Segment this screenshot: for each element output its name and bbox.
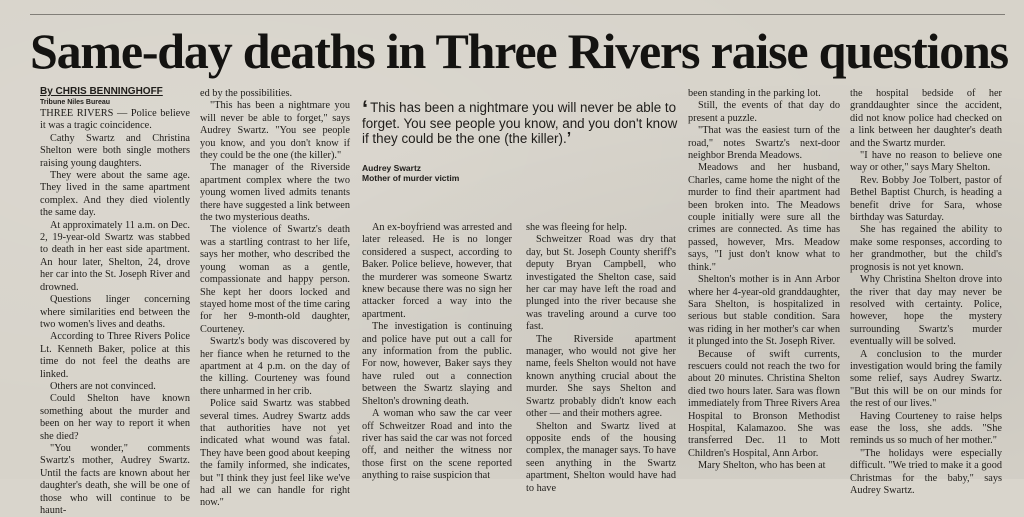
pull-quote-name: Audrey Swartz <box>362 162 422 173</box>
paragraph: Still, the events of that day do present a puzzle. <box>688 100 840 124</box>
paragraph: "That was the easiest turn of the road," notes Swartz's next-door neighbor Brenda Meadows. <box>688 125 840 162</box>
paragraph: Questions linger concerning where similarities end between the two women's lives and deaths. <box>40 294 190 330</box>
pull-quote-text-block <box>362 96 678 148</box>
paragraph: ed by the possibilities. <box>200 88 293 99</box>
headline: Same-day deaths in Three Rivers raise questions <box>30 23 1008 79</box>
paragraph: Because of swift currents, rescuers could not reach the two for about 20 minutes. Christina Shelton died two hours later. Sara was flown immediately from Three Rivers Area Hospital to Bronson Methodist Hospital, Kalamazoo. She was transferred Dec. 11 to Mott Children's Hospital, Ann Arbor. <box>688 348 840 459</box>
paragraph: she was fleeing for help. <box>526 222 627 233</box>
paragraph: "You wonder," comments Swartz's mother, Audrey Swartz. Until the facts are known about her daughter's death, she will be one of those who will continue to be haunt- <box>40 442 190 516</box>
byline-author: By CHRIS BENNINGHOFF <box>40 86 163 97</box>
paragraph: "I have no reason to believe one way or other," says Mary Shelton. <box>850 150 1002 174</box>
paragraph: The violence of Swartz's death was a startling contrast to her life, says her mother, who described the young woman as a gentle, compassionate and happy person. She kept her doors locked and stayed home most of the time caring for her 9-month-old daughter, Courteney. <box>200 224 350 335</box>
paragraph: "The holidays were especially difficult. "We tried to make it a good Christmas for the baby," says Audrey Swartz. <box>850 447 1002 496</box>
paragraph: Cathy Swartz and Christina Shelton were both single mothers raising young daughters. <box>40 132 190 169</box>
paragraph: Having Courteney to raise helps ease the loss, she adds. "She reminds us so much of her mother." <box>850 410 1002 447</box>
paragraph: The investigation is continuing and police have put out a call for any information from the public. For now, however, Baker says they have ruled out a connection between the Swartz slaying and Shelton's drowning death. <box>362 321 512 407</box>
top-rule <box>30 14 1005 15</box>
paragraph: Could Shelton have known something about the murder and been on her way to report it when she died? <box>40 393 190 442</box>
article-column-6 <box>850 88 1002 496</box>
close-quote-mark: ’ <box>566 130 572 148</box>
paragraph: She has regained the ability to make some responses, according to her grandmother, but the child's prognosis is not yet known. <box>850 224 1002 273</box>
paragraph: A conclusion to the murder investigation would bring the family some relief, says Audrey Swartz. "But this will be on our minds for the rest of our lives." <box>850 348 1002 410</box>
pull-quote-role: Mother of murder victim <box>362 172 460 183</box>
paragraph: The manager of the Riverside apartment complex where the two young women lived admits tenants there have suggested a link between the two mysterious deaths. <box>200 162 350 224</box>
article-column-2 <box>200 88 350 509</box>
paragraph: Others are not convinced. <box>50 380 156 392</box>
paragraph: Rev. Bobby Joe Tolbert, pastor of Bethel Baptist Church, is heading a benefit drive for Sara, whose birthday was Saturday. <box>850 174 1002 224</box>
paragraph: THREE RIVERS — Police believe it was a tragic coincidence. <box>40 108 190 132</box>
open-quote-mark: ‘ <box>362 96 369 121</box>
pull-quote <box>362 96 678 183</box>
article-column-1 <box>40 108 190 516</box>
article-column-4 <box>526 222 676 494</box>
byline <box>40 86 190 107</box>
paragraph: Schweitzer Road was dry that day, but St. Joseph County sheriff's deputy Bryan Campbell, who investigated the Shelton case, said her car may have left the road and plunged into the river because she was traveling around a curve too fast. <box>526 234 676 333</box>
byline-bureau: Tribune Niles Bureau <box>40 99 111 106</box>
paragraph: "This has been a nightmare you will never be able to forget," says Audrey Swartz. "You see people you know, and you don't know if they could be the one (the killer)." <box>200 100 350 162</box>
paragraph: Police said Swartz was stabbed several times. Audrey Swartz adds that authorities have not yet indicated what wound was fatal. They have been good about keeping the family informed, she indicates, but "I think they just feel like we've had all we can handle for right now." <box>200 398 350 509</box>
paragraph: the hospital bedside of her granddaughter since the accident, did not know police had checked on a link between her daughter's death and the Swartz murder. <box>850 88 1002 149</box>
paragraph: A woman who saw the car veer off Schweitzer Road and into the river has said the car was not forced off, and neither the witness nor those first on the scene reported anything to raise suspicion that <box>362 408 512 482</box>
paragraph: Shelton's mother is in Ann Arbor where her 4-year-old granddaughter, Sara Shelton, is hospitalized in serious but stable condition. Sara was riding in her mother's car when it plunged into the St. Joseph River. <box>688 274 840 348</box>
paragraph: Meadows and her husband, Charles, came home the night of the murder to find their apartment had been broken into. The Meadows couple initially were sure all the crimes are connected. As time has passed, however, Mrs. Meadow says, "I just don't know what to think." <box>688 162 840 273</box>
paragraph: Mary Shelton, who has been at <box>698 460 826 472</box>
paragraph: An ex-boyfriend was arrested and later released. He is no longer considered a suspect, according to Baker. Police believe, however, that the murderer was someone Swartz knew because there was no sign her attacker forced a way into the apartment. <box>362 222 512 320</box>
paragraph: At approximately 11 a.m. on Dec. 2, 19-year-old Swartz was stabbed to death in her east side apartment. An hour later, Shelton, 24, drove her car into the St. Joseph River and drowned. <box>40 219 190 293</box>
paragraph: Swartz's body was discovered by her fiance when he returned to the apartment at 4 p.m. on the day of the killing. Courteney was found there unharmed in her crib. <box>200 336 350 397</box>
paragraph: The Riverside apartment manager, who would not give her name, feels Shelton would not have known anything crucial about the murder. She says Shelton and Swartz probably didn't know each other — and their mothers agree. <box>526 333 676 420</box>
pull-quote-text: This has been a nightmare you will never be able to forget. You see people you know, and you don't know if they could be the one (the killer). <box>362 100 678 147</box>
article-column-3 <box>362 222 512 482</box>
article-column-5 <box>688 88 840 479</box>
paragraph: Shelton and Swartz lived at opposite ends of the housing complex, the manager says. To have seen anything in the Swartz apartment, Shelton would have had to have <box>526 420 676 494</box>
paragraph: According to Three Rivers Police Lt. Kenneth Baker, police at this time do not feel the deaths are linked. <box>40 331 190 380</box>
paragraph: Why Christina Shelton drove into the river that day may never be resolved with certainty. Police, however, hope the mystery surrounding Swartz's murder eventually will be solved. <box>850 274 1002 348</box>
paragraph: been standing in the parking lot. <box>688 88 821 99</box>
paragraph: They were about the same age. They lived in the same apartment complex. And they died violently the same day. <box>40 170 190 219</box>
pull-quote-attribution <box>362 163 678 183</box>
